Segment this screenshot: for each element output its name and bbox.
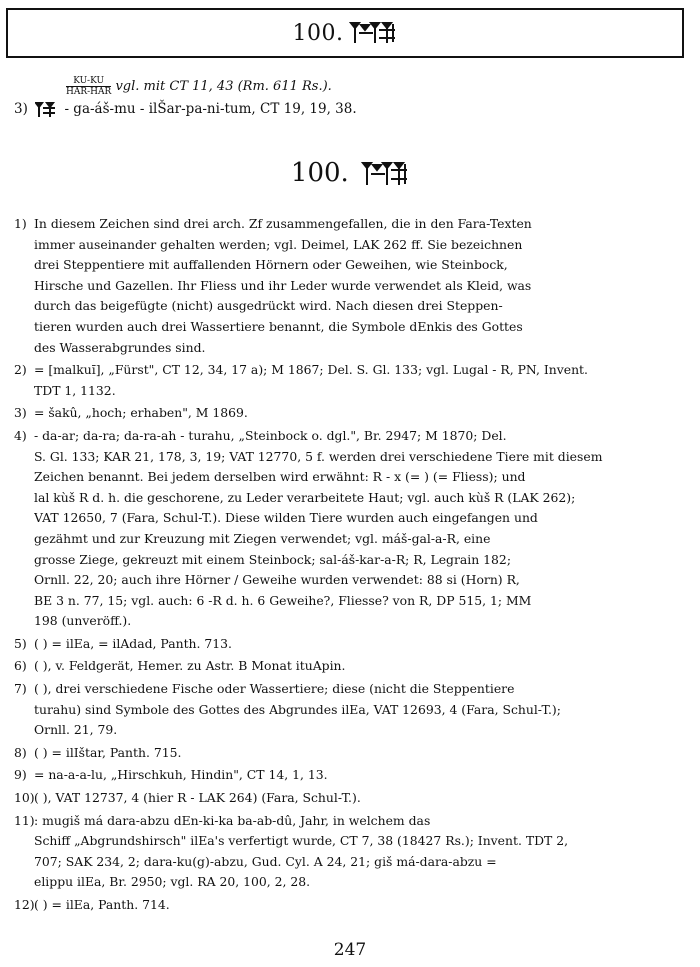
entry-line: ( ), v. Feldgerät, Hemer. zu Astr. B Monat ituApin.: [34, 658, 346, 674]
entry-line: des Wasserabgrundes sind.: [34, 339, 206, 355]
entry-6: [14, 656, 686, 677]
ref-stack-line: [14, 76, 684, 97]
entry-line: durch das beigefügte (nicht) ausgedrückt wird. Nach diesen drei Steppen-: [34, 298, 503, 314]
entry-line: ( ) = ilEa, = ilAdad, Panth. 713.: [34, 635, 232, 651]
entry-line: = [malkuı̄], „Fürst", CT 12, 34, 17 a); M 1867; Del. S. Gl. 133; vgl. Lugal - R, PN, Invent.: [34, 362, 588, 378]
entry-number: 4): [14, 427, 27, 443]
entry-list: [14, 214, 686, 916]
entry-line: ( ), drei verschiedene Fische oder Wassertiere; diese (nicht die Steppentiere: [34, 681, 515, 697]
entry-line: ( ), VAT 12737, 4 (hier R - LAK 264) (Fara, Schul-T.).: [34, 790, 361, 806]
cuneiform-sign-icon: [361, 160, 409, 188]
entry-line: = šakû, „hoch; erhaben", M 1869.: [34, 405, 248, 421]
entry-line: TDT 1, 1132.: [34, 382, 116, 398]
entry-number: 5): [14, 635, 27, 651]
entry-line: turahu) sind Symbole des Gottes des Abgrundes ilEa, VAT 12693, 4 (Fara, Schul-T.);: [34, 701, 561, 717]
entry-8: [14, 743, 686, 764]
entry-number: 7): [14, 681, 27, 697]
entry-line: 198 (unveröff.).: [34, 613, 132, 629]
entry-number: 1): [14, 216, 27, 231]
entry-line: - da-ar; da-ra; da-ra-ah - turahu, „Steinbock o. dgl.", Br. 2947; M 1870; Del.: [34, 427, 507, 443]
entry-5: [14, 634, 686, 655]
entry-line: VAT 12650, 7 (Fara, Schul-T.). Diese wilden Tiere wurden auch eingefangen und: [34, 510, 538, 526]
entry-3: [14, 403, 686, 424]
entry-line: 707; SAK 234, 2; dara-ku(g)-abzu, Gud. Cyl. A 24, 21; giš má-dara-abzu =: [34, 853, 497, 869]
header-box: [6, 8, 684, 58]
entry-line: immer auseinander gehalten werden; vgl. Deimel, LAK 262 ff. Sie bezeichnen: [34, 236, 523, 252]
entry-9: [14, 765, 686, 786]
entry-number: 11): [14, 812, 35, 828]
ref-note: vgl. mit CT 11, 43 (Rm. 611 Rs.).: [115, 79, 332, 94]
entry-1: [14, 214, 686, 358]
entry-line: In diesem Zeichen sind drei arch. Zf zusammengefallen, die in den Fara-Texten: [34, 216, 532, 231]
ref-stack: [66, 76, 111, 97]
header-number: 100.: [292, 20, 344, 46]
entry-10: [14, 788, 686, 809]
entry-line: = na-a-a-lu, „Hirschkuh, Hindin", CT 14, 1, 13.: [34, 767, 328, 783]
entry-line: Ornll. 21, 79.: [34, 722, 118, 738]
entry-4: [14, 426, 686, 632]
entry-number: 8): [14, 744, 27, 760]
entry-line: ( ) = ilIštar, Panth. 715.: [34, 744, 182, 760]
entry-line: Hirsche und Gazellen. Ihr Fliess und ihr Leder wurde verwendet als Kleid, was: [34, 277, 532, 293]
entry-line: ( ) = ilEa, Panth. 714.: [34, 897, 170, 912]
entry-number: 12): [14, 897, 35, 912]
entry-line: Zeichen benannt. Bei jedem derselben wird erwähnt: R - x (= ) (= Fliess); und: [34, 469, 526, 485]
entry-number: 10): [14, 790, 35, 806]
entry-line: Schiff „Abgrundshirsch" ilEa's verfertigt wurde, CT 7, 38 (18427 Rs.); Invent. TDT 2,: [34, 833, 569, 849]
entry-11: [14, 811, 686, 893]
entry-line: S. Gl. 133; KAR 21, 178, 3, 19; VAT 12770, 5 f. werden drei verschiedene Tiere mit diesem: [34, 448, 603, 464]
previous-item-3: [14, 101, 684, 118]
page-number: 247: [333, 940, 367, 960]
entry-number: 9): [14, 767, 27, 783]
ref-upper: KU-KU: [66, 76, 111, 87]
cuneiform-sign-icon: [35, 102, 57, 118]
section-number: 100.: [290, 158, 349, 188]
previous-item-3-text: - ga-áš-mu - ilŠar-pa-ni-tum, CT 19, 19, 38.: [64, 101, 357, 117]
entry-line: : mugiš má dara-abzu dEn-ki-ka ba-ab-dû, Jahr, in welchem das: [34, 812, 431, 828]
entry-line: grosse Ziege, gekreuzt mit einem Steinbock; sal-áš-kar-a-R; R, Legrain 182;: [34, 551, 511, 567]
previous-entry-continuation: [14, 76, 684, 118]
entry-12: [14, 895, 686, 916]
ref-lower: HAR-HAR: [66, 87, 112, 97]
entry-7: [14, 679, 686, 741]
entry-line: tieren wurden auch drei Wassertiere benannt, die Symbole dEnkis des Gottes: [34, 318, 523, 334]
entry-line: gezähmt und zur Kreuzung mit Ziegen verwendet; vgl. máš-gal-a-R, eine: [34, 530, 491, 546]
entry-line: elippu ilEa, Br. 2950; vgl. RA 20, 100, 2, 28.: [34, 874, 311, 890]
previous-item-3-number: 3): [14, 101, 28, 117]
entry-2: [14, 360, 686, 401]
section-title: [0, 158, 700, 188]
cuneiform-sign-icon: [349, 20, 397, 46]
entry-line: drei Steppentiere mit auffallenden Hörnern oder Geweihen, wie Steinbock,: [34, 257, 508, 273]
entry-number: 6): [14, 658, 27, 674]
entry-line: Ornll. 22, 20; auch ihre Hörner / Geweihe wurden verwendet: 88 si (Horn) R,: [34, 572, 520, 588]
entry-line: lal kùš R d. h. die geschorene, zu Leder verarbeitete Haut; vgl. auch kùš R (LAK 262);: [34, 489, 576, 505]
entry-number: 2): [14, 362, 27, 378]
entry-line: BE 3 n. 77, 15; vgl. auch: 6 -R d. h. 6 Geweihe?, Fliesse? von R, DP 515, 1; MM: [34, 592, 532, 608]
entry-number: 3): [14, 405, 27, 421]
